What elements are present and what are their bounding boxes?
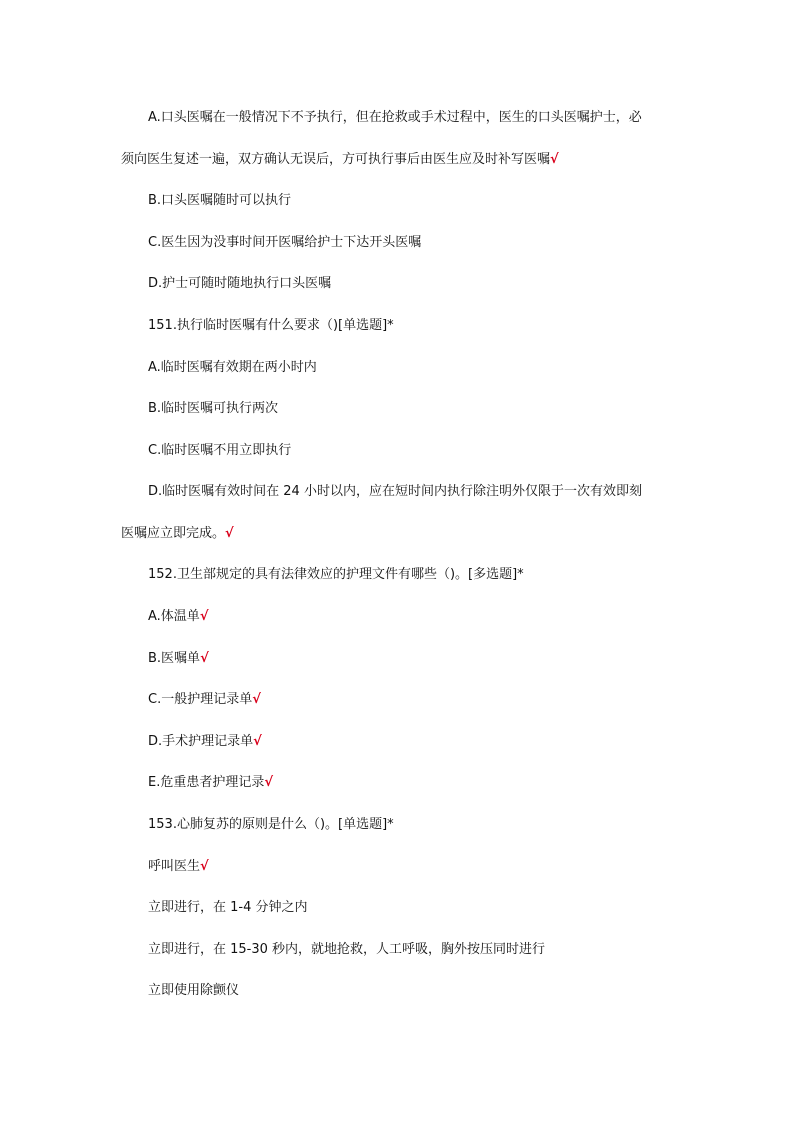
option-line-continuation: 医嘱应立即完成。√ [121,526,234,541]
check-mark-icon: √ [550,152,559,167]
option-line: C.一般护理记录单√ [148,692,261,707]
option-line: C.临时医嘱不用立即执行 [148,443,292,458]
check-mark-icon: √ [200,651,209,666]
question-line: 152.卫生部规定的具有法律效应的护理文件有哪些（)。[多选题]* [148,567,524,582]
question-line: 153.心肺复苏的原则是什么（)。[单选题]* [148,817,394,832]
option-line: 立即进行，在 1-4 分钟之内 [148,900,308,915]
check-mark-icon: √ [264,775,274,790]
option-line: D.手术护理记录单√ [148,734,262,749]
option-line: B.临时医嘱可执行两次 [148,401,279,416]
check-mark-icon: √ [253,734,262,749]
check-mark-icon: √ [200,859,209,874]
option-line: A.体温单√ [148,609,209,624]
question-line: 151.执行临时医嘱有什么要求（)[单选题]* [148,318,394,333]
option-line: B.医嘱单√ [148,651,209,666]
option-line: 立即使用除颤仪 [148,983,240,998]
option-line: E.危重患者护理记录√ [148,775,274,790]
option-line: 立即进行，在 15-30 秒内，就地抢救，人工呼吸，胸外按压同时进行 [148,942,546,957]
check-mark-icon: √ [225,526,234,541]
option-line: D.临时医嘱有效时间在 24 小时以内，应在短时间内执行除注明外仅限于一次有效即刻 [148,484,642,499]
option-line: A.临时医嘱有效期在两小时内 [148,360,317,375]
check-mark-icon: √ [252,692,261,707]
option-line-continuation: 须向医生复述一遍，双方确认无误后，方可执行事后由医生应及时补写医嘱√ [121,152,559,167]
option-line: A.口头医嘱在一般情况下不予执行，但在抢救或手术过程中，医生的口头医嘱护士，必 [148,110,642,125]
option-line: B.口头医嘱随时可以执行 [148,193,292,208]
option-line: C.医生因为没事时间开医嘱给护士下达开头医嘱 [148,235,422,250]
option-line: 呼叫医生√ [148,859,209,874]
option-line: D.护士可随时随地执行口头医嘱 [148,276,332,291]
check-mark-icon: √ [199,609,209,624]
